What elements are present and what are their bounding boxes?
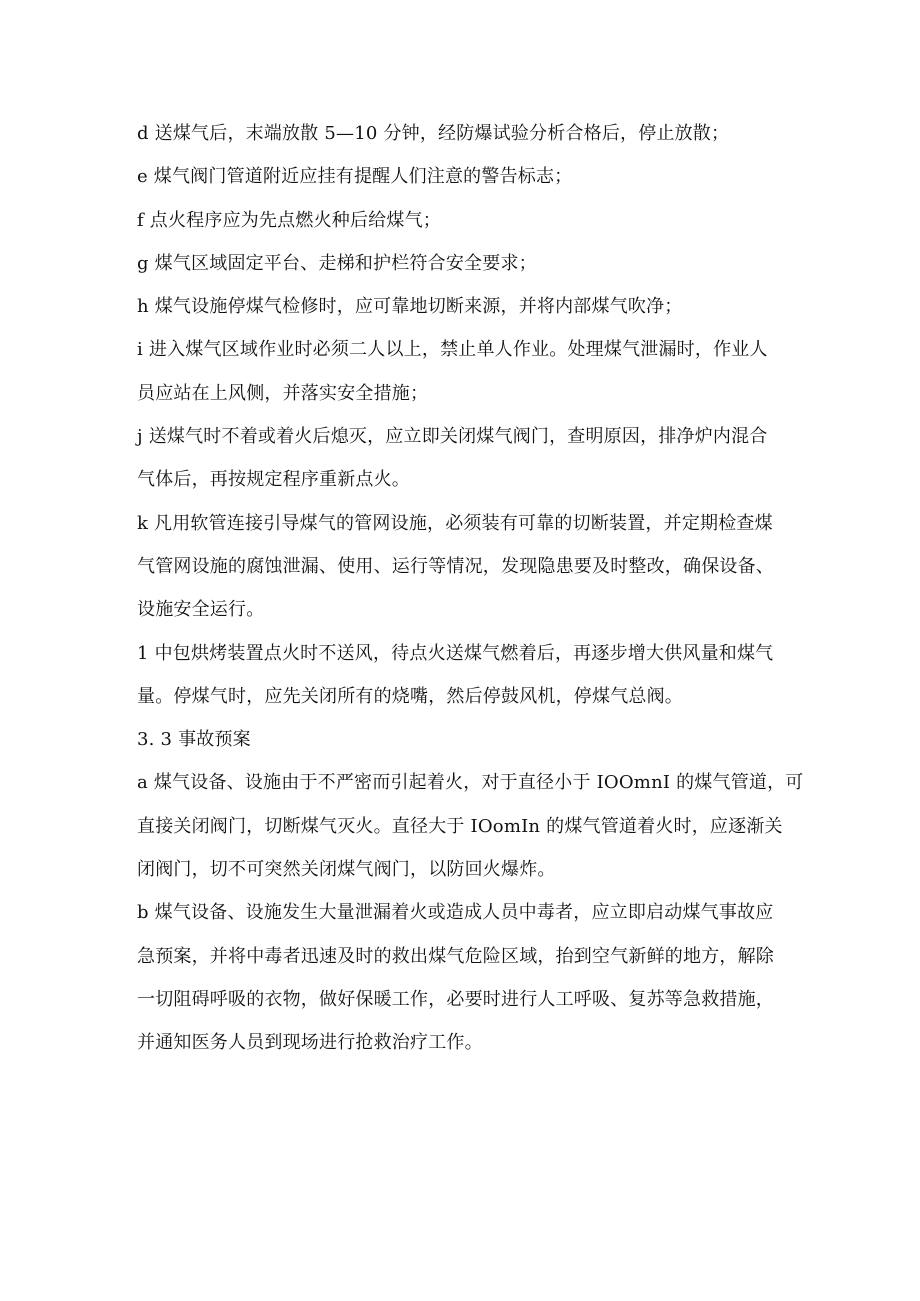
text-line: d 送煤气后，末端放散 5—10 分钟，经防爆试验分析合格后，停止放散； (137, 123, 730, 144)
text-line: 设施安全运行。 (137, 599, 265, 621)
text-line: b 煤气设备、设施发生大量泄漏着火或造成人员中毒者，应立即启动煤气事故应 (137, 902, 774, 924)
text-line: 气管网设施的腐蚀泄漏、使用、运行等情况，发现隐患要及时整改，确保设备、 (137, 555, 774, 577)
text-line: 一切阻碍呼吸的衣物，做好保暖工作，必要时进行人工呼吸、复苏等急救措施， (137, 988, 774, 1010)
text-line: 1 中包烘烤装置点火时不送风，待点火送煤气燃着后，再逐步增大供风量和煤气 (137, 642, 774, 664)
text-line: 量。停煤气时，应先关闭所有的烧嘴，然后停鼓风机，停煤气总阀。 (137, 685, 683, 707)
text-line: 员应站在上风侧，并落实安全措施； (137, 382, 429, 404)
text-line: 闭阀门，切不可突然关闭煤气阀门，以防回火爆炸。 (137, 859, 556, 881)
text-line: h 煤气设施停煤气检修时，应可靠地切断来源，并将内部煤气吹净； (137, 296, 683, 318)
section-heading: 3. 3 事故预案 (137, 729, 251, 751)
text-line: a 煤气设备、设施由于不严密而引起着火，对于直径小于 IOOmnI 的煤气管道，可 (137, 772, 804, 794)
text-line: j 送煤气时不着或着火后熄灭，应立即关闭煤气阀门，查明原因，排净炉内混合 (137, 426, 768, 448)
text-line: 并通知医务人员到现场进行抢救治疗工作。 (137, 1032, 483, 1054)
text-line: i 进入煤气区域作业时必须二人以上，禁止单人作业。处理煤气泄漏时，作业人 (137, 339, 768, 361)
text-line: 急预案，并将中毒者迅速及时的救出煤气危险区域，抬到空气新鲜的地方，解除 (137, 945, 774, 967)
text-line: 直接关闭阀门，切断煤气灭火。直径大于 IOomIn 的煤气管道着火时，应逐渐关 (137, 815, 783, 837)
text-line: k 凡用软管连接引导煤气的管网设施，必须装有可靠的切断装置，并定期检查煤 (137, 512, 773, 534)
text-line: g 煤气区域固定平台、走梯和护栏符合安全要求； (137, 252, 537, 274)
document-body (137, 112, 804, 1065)
text-line: f 点火程序应为先点燃火种后给煤气； (137, 209, 441, 231)
text-line: e 煤气阀门管道附近应挂有提醒人们注意的警告标志； (137, 166, 573, 188)
text-line: 气体后，再按规定程序重新点火。 (137, 469, 410, 491)
